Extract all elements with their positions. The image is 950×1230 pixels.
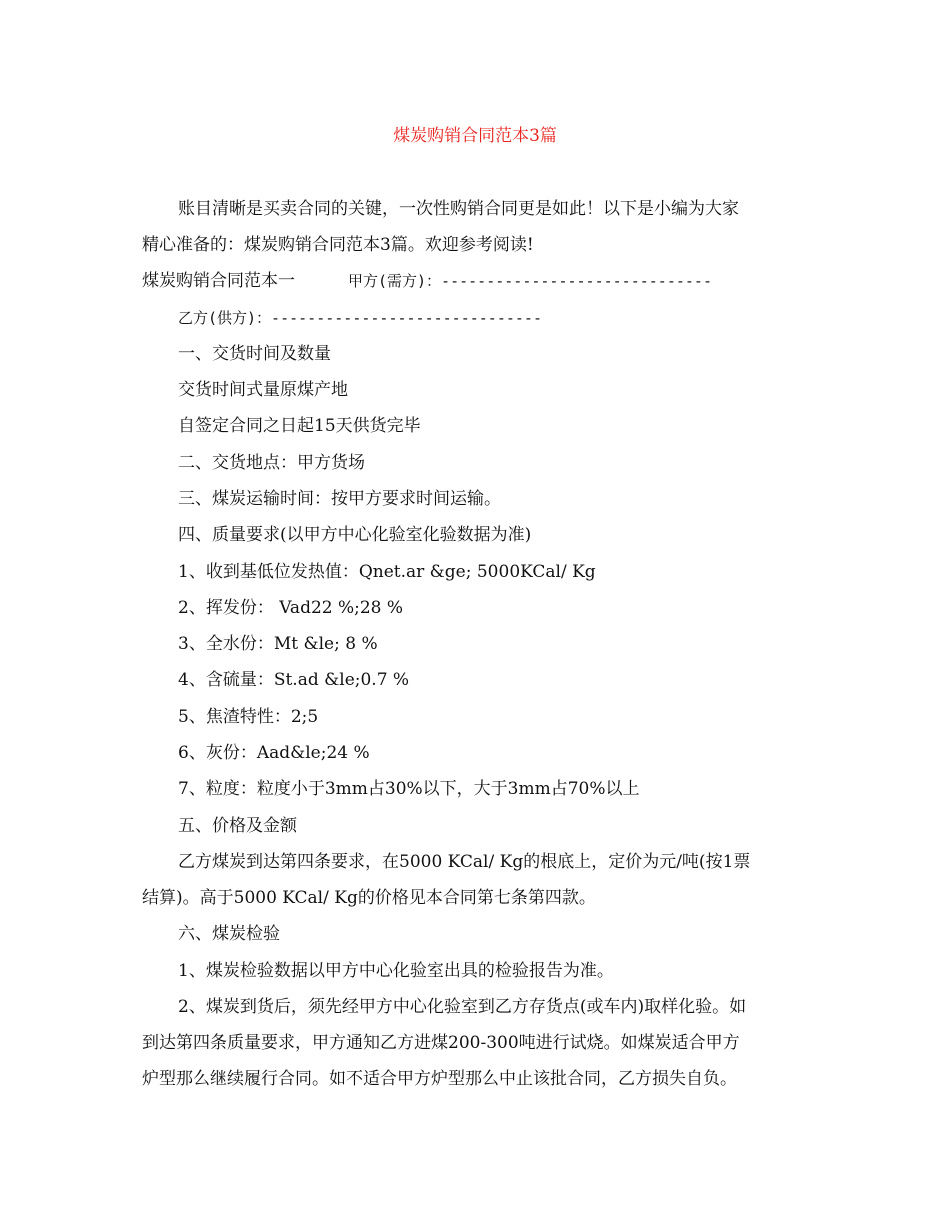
section-3-heading: 三、煤炭运输时间：按甲方要求时间运输。 bbox=[178, 489, 501, 509]
document-title: 煤炭购销合同范本3篇 bbox=[393, 126, 557, 146]
section-1-line-2: 自签定合同之日起15天供货完毕 bbox=[178, 416, 421, 436]
section-6-item-1: 1、煤炭检验数据以甲方中心化验室出具的检验报告为准。 bbox=[178, 961, 614, 981]
quality-item: 2、挥发份： Vad22 %;28 % bbox=[178, 598, 404, 618]
section-5-para-line-2: 结算)。高于5000 KCal/ Kg的价格见本合同第七条第四款。 bbox=[142, 888, 596, 908]
section-4-heading: 四、质量要求(以甲方中心化验室化验数据为准) bbox=[178, 525, 532, 545]
section-1-line-1: 交货时间式量原煤产地 bbox=[178, 380, 348, 400]
intro-line-1: 账目清晰是买卖合同的关键，一次性购销合同更是如此！以下是小编为大家 bbox=[178, 199, 739, 219]
section-1-heading: 一、交货时间及数量 bbox=[178, 344, 331, 364]
section-6-heading: 六、煤炭检验 bbox=[178, 924, 280, 944]
quality-item: 5、焦渣特性：2;5 bbox=[178, 707, 319, 727]
quality-item: 6、灰份：Aad&le;24 % bbox=[178, 743, 370, 763]
section-5-para-line-1: 乙方煤炭到达第四条要求，在5000 KCal/ Kg的根底上，定价为元/吨(按1票 bbox=[178, 852, 751, 872]
intro-line-2: 精心准备的：煤炭购销合同范本3篇。欢迎参考阅读! bbox=[142, 235, 534, 255]
party-b-line: 乙方(供方)：------------------------------ bbox=[178, 309, 542, 327]
section-5-heading: 五、价格及金额 bbox=[178, 816, 297, 836]
quality-item: 4、含硫量：St.ad &le;0.7 % bbox=[178, 670, 410, 690]
section-6-item-2-line-1: 2、煤炭到货后，须先经甲方中心化验室到乙方存货点(或车内)取样化验。如 bbox=[178, 997, 747, 1017]
section-6-item-2-line-2: 到达第四条质量要求，甲方通知乙方进煤200-300吨进行试烧。如煤炭适合甲方 bbox=[142, 1033, 740, 1053]
section-6-item-2-line-3: 炉型那么继续履行合同。如不适合甲方炉型那么中止该批合同，乙方损失自负。 bbox=[142, 1069, 737, 1089]
section-2-heading: 二、交货地点：甲方货场 bbox=[178, 453, 365, 473]
quality-item: 3、全水份：Mt &le; 8 % bbox=[178, 634, 378, 654]
quality-item: 1、收到基低位发热值：Qnet.ar &ge; 5000KCal/ Kg bbox=[178, 562, 596, 582]
contract-heading: 煤炭购销合同范本一 bbox=[142, 271, 295, 291]
quality-item: 7、粒度：粒度小于3mm占30%以下，大于3mm占70%以上 bbox=[178, 779, 640, 799]
party-a-line: 甲方(需方)：------------------------------ bbox=[348, 272, 712, 290]
